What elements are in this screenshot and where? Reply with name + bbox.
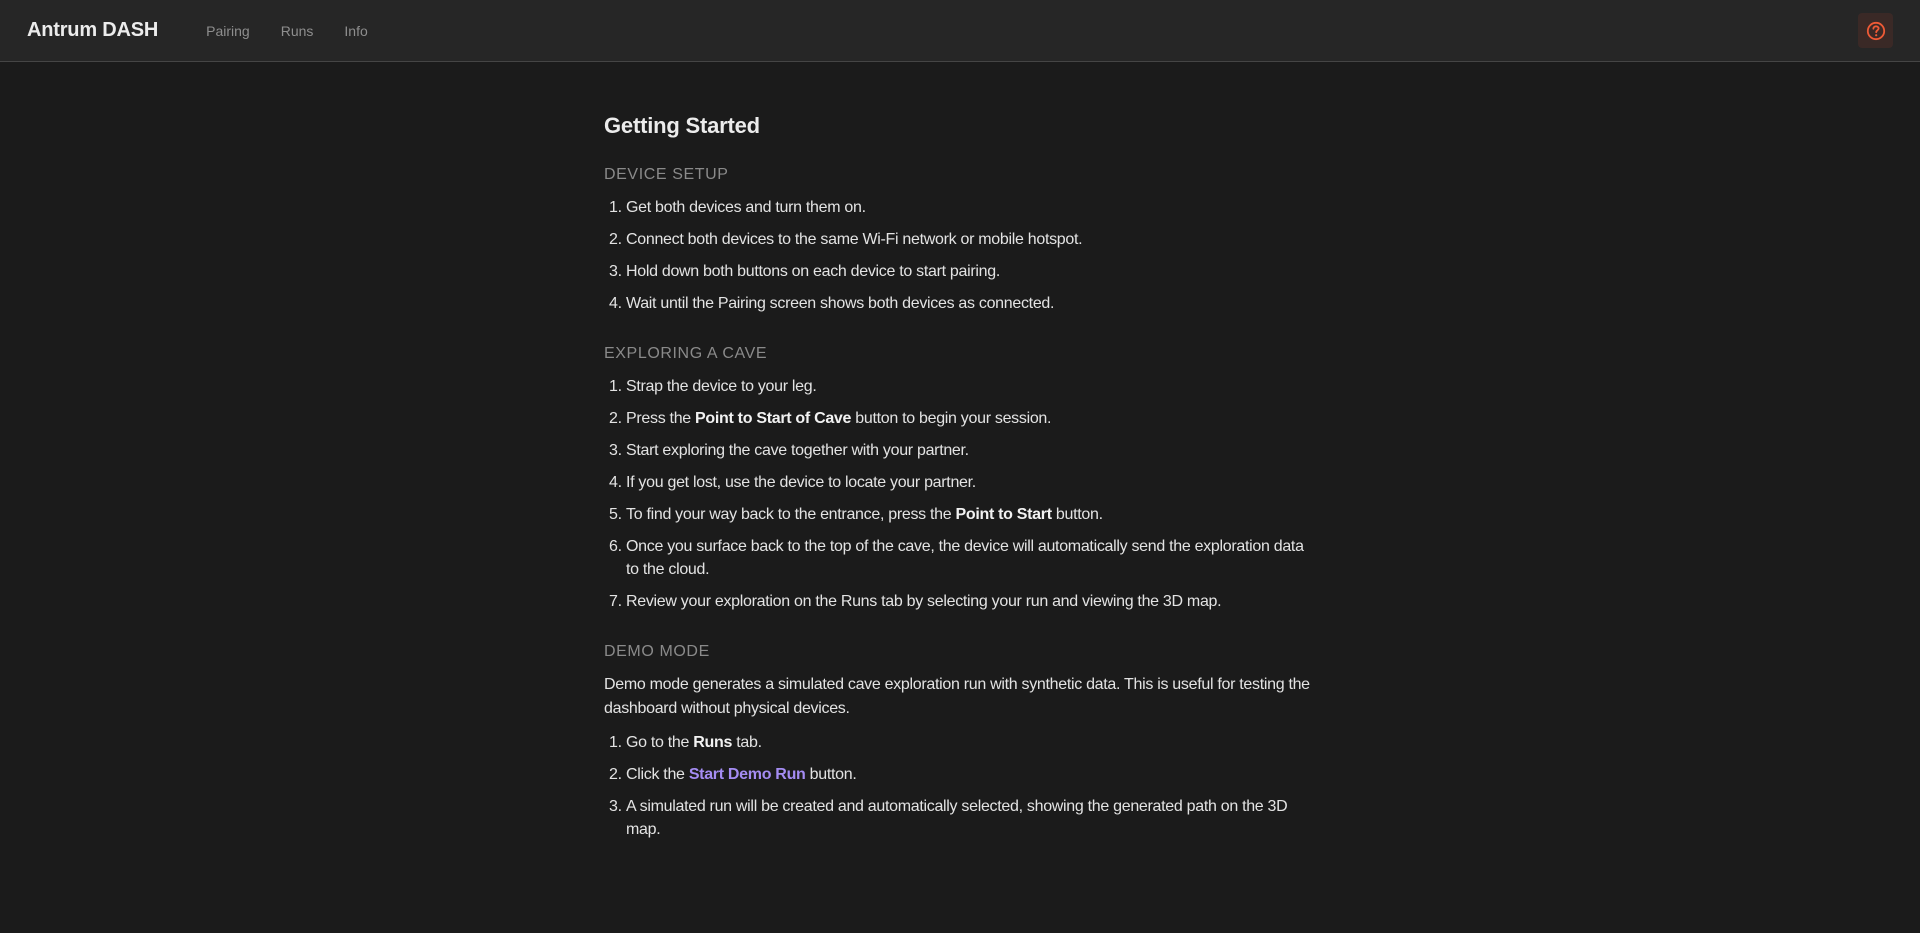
step-text: Review your exploration on the Runs tab by selecting your run and viewing the 3D map. (626, 593, 1222, 610)
help-circle-icon (1866, 21, 1886, 41)
section-heading-device-setup: DEVICE SETUP (604, 166, 729, 183)
step-text: Connect both devices to the same Wi-Fi network or mobile hotspot. (626, 231, 1083, 248)
list-item (604, 471, 1318, 494)
demo-mode-intro: Demo mode generates a simulated cave exploration run with synthetic data. This is useful for testing the dashboard without physical devices. (604, 676, 1310, 717)
step-number: 1. (609, 199, 622, 216)
step-text: Click the (626, 766, 689, 783)
tab-name-emphasis: Runs (693, 734, 733, 751)
step-text: button. (1051, 506, 1103, 523)
step-text: Start exploring the cave together with your partner. (626, 442, 969, 459)
step-number: 2. (609, 410, 622, 427)
step-number: 3. (609, 798, 622, 815)
main-nav (206, 23, 399, 39)
step-text: Press the (626, 410, 696, 427)
step-number: 2. (609, 231, 622, 248)
list-item (604, 292, 1318, 315)
list-item (604, 228, 1318, 251)
list-item (604, 196, 1318, 219)
step-number: 4. (609, 295, 622, 312)
step-number: 5. (609, 506, 622, 523)
step-text: Strap the device to your leg. (626, 378, 817, 395)
section-heading-demo-mode: DEMO MODE (604, 643, 710, 660)
button-name-emphasis: Point to Start (955, 506, 1052, 523)
step-number: 2. (609, 766, 622, 783)
list-item (604, 439, 1318, 462)
section-heading-exploring: EXPLORING A CAVE (604, 345, 768, 362)
list-item (604, 407, 1318, 430)
exploring-steps (604, 375, 1318, 613)
help-button[interactable] (1858, 13, 1893, 48)
step-number: 6. (609, 538, 622, 555)
exploring-section (604, 345, 1318, 613)
list-item (604, 763, 1318, 786)
step-number: 1. (609, 378, 622, 395)
step-text: Wait until the Pairing screen shows both devices as connected. (626, 295, 1055, 312)
list-item (604, 590, 1318, 613)
start-demo-run-link[interactable]: Start Demo Run (688, 766, 806, 783)
nav-runs[interactable]: Runs (280, 22, 314, 39)
list-item (604, 795, 1318, 841)
top-navbar (0, 0, 1920, 62)
nav-info[interactable]: Info (344, 22, 368, 39)
step-text: tab. (732, 734, 762, 751)
step-number: 3. (609, 263, 622, 280)
step-text: Once you surface back to the top of the cave, the device will automatically send the exploration data to the cloud. (626, 538, 1304, 578)
list-item (604, 731, 1318, 754)
button-name-emphasis: Point to Start of Cave (695, 410, 852, 427)
step-text: To find your way back to the entrance, press the (626, 506, 956, 523)
list-item (604, 260, 1318, 283)
nav-pairing[interactable]: Pairing (206, 22, 250, 39)
step-number: 7. (609, 593, 622, 610)
app-brand[interactable]: Antrum DASH (27, 19, 159, 41)
getting-started-content (604, 113, 1318, 850)
device-setup-steps (604, 196, 1318, 315)
step-text: Go to the (626, 734, 694, 751)
step-text: Get both devices and turn them on. (626, 199, 866, 216)
step-text: button to begin your session. (851, 410, 1052, 427)
step-number: 3. (609, 442, 622, 459)
step-text: A simulated run will be created and automatically selected, showing the generated path on the 3D map. (626, 798, 1288, 838)
step-text: If you get lost, use the device to locate your partner. (626, 474, 976, 491)
list-item (604, 503, 1318, 526)
step-number: 4. (609, 474, 622, 491)
list-item (604, 375, 1318, 398)
page-title: Getting Started (604, 113, 760, 138)
step-text: Hold down both buttons on each device to start pairing. (626, 263, 1000, 280)
device-setup-section (604, 166, 1318, 315)
demo-mode-steps (604, 731, 1318, 841)
step-text: button. (805, 766, 857, 783)
demo-mode-section (604, 643, 1318, 841)
list-item (604, 535, 1318, 581)
step-number: 1. (609, 734, 622, 751)
